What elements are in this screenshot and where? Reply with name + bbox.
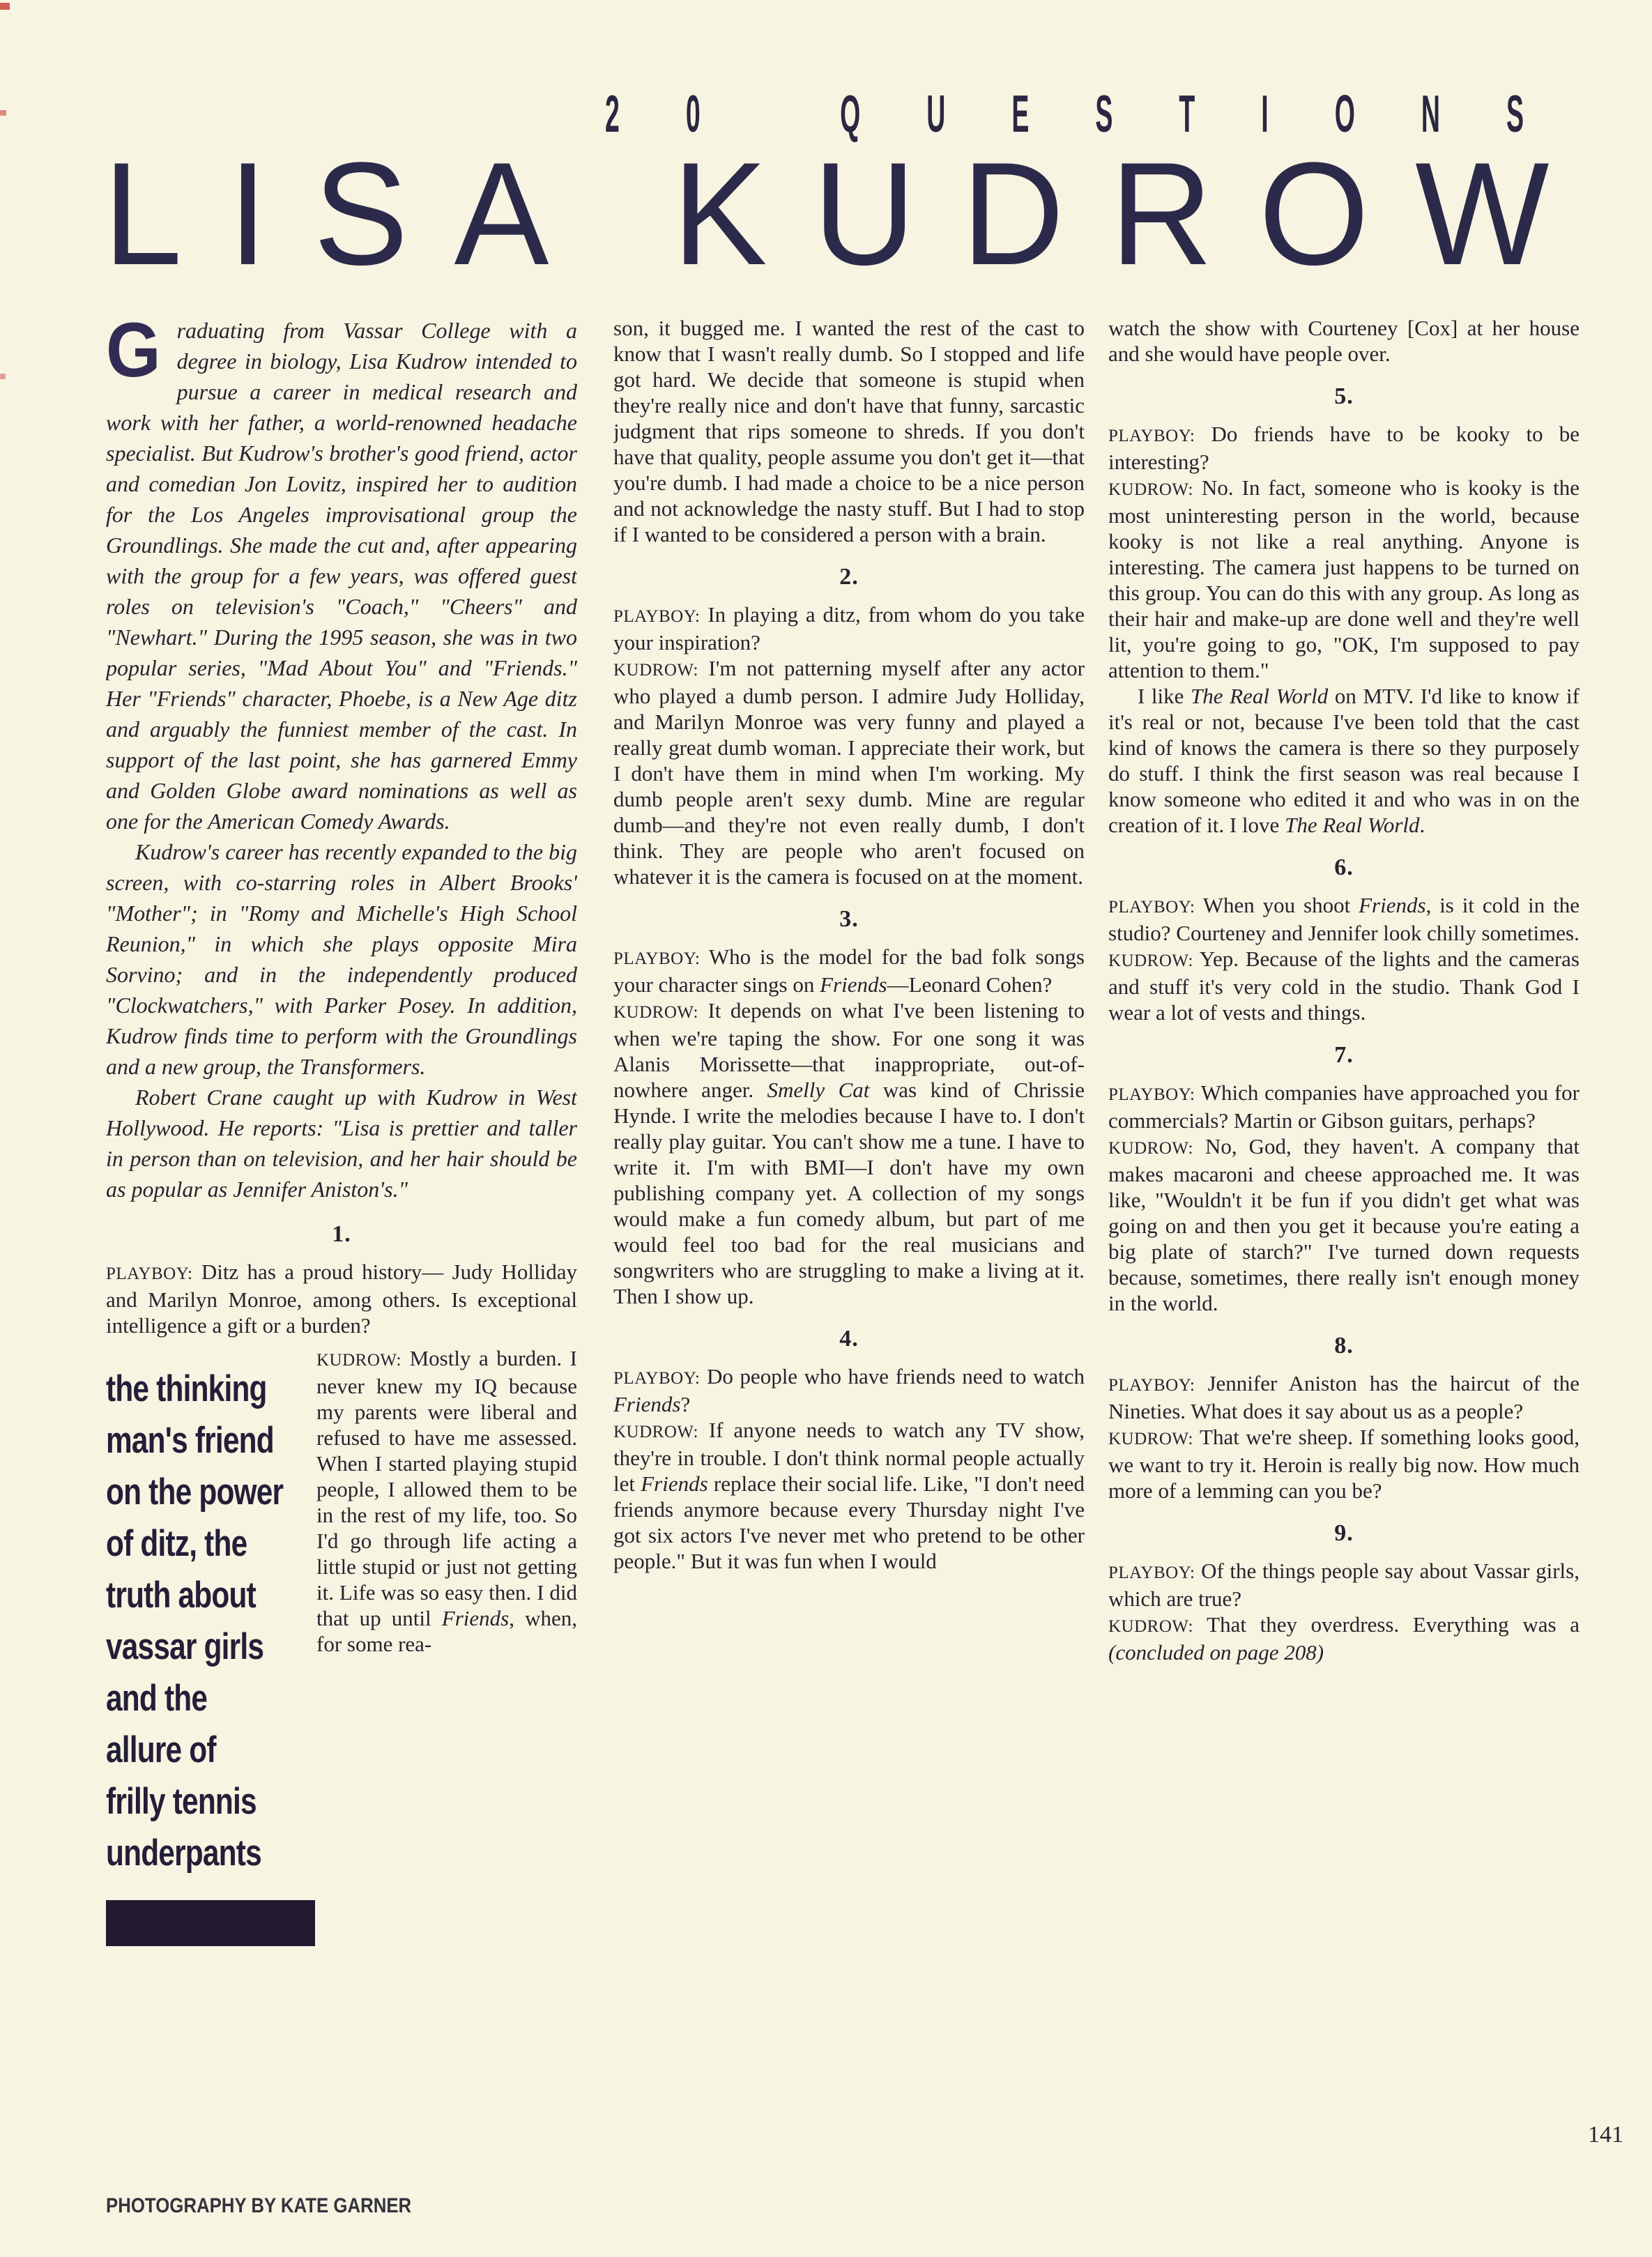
question-5 [1108,421,1580,475]
kudrow-label: KUDROW: [1108,1139,1194,1158]
kudrow-label: KUDROW: [1108,1617,1194,1636]
page-number: 141 [1588,2122,1623,2148]
answer-1-text: Mostly a burden. I never knew my IQ because my parents were liberal and refused to have me assessed. When I started playing stupid people, I allowed them to be in the rest of my life, too. So I'd go through life acting a little stupid or just not getting it. Life was so easy then. I did that up until Friends, when, for some rea- [316,1346,577,1656]
question-number-5: 5. [1334,383,1354,409]
pull-quote-line: and the [106,1678,208,1719]
playboy-label: PLAYBOY: [1108,1376,1195,1395]
answer-6-text: Yep. Because of the lights and the cameras and stuff it's very cold in the studio. Thank God I wear a lot of vests and things. [1108,947,1580,1025]
question-4 [613,1363,1085,1417]
question-1-text: Ditz has a proud history— Judy Holliday and Marilyn Monroe, among others. Is exceptional intelligence a gift or a burden? [106,1260,577,1338]
playboy-label: PLAYBOY: [613,1369,701,1388]
pull-quote-line: allure of [106,1729,216,1770]
answer-1-continued: son, it bugged me. I wanted the rest of the cast to know that I wasn't really dumb. So I stopped and life got hard. We decide that someone is stupid when they're really nice and don't have that funny, sarcastic judgment that rips someone to shreds. If you don't have that quality, people assume you don't get it—that you're dumb. I had made a choice to be a nice person and not acknowledge the nasty stuff. But I had to stop if I wanted to be considered a person with a brain. [613,316,1085,546]
question-9 [1108,1558,1580,1612]
pullquote-and-answer [106,1345,577,1946]
question-6 [1108,892,1580,946]
playboy-label: PLAYBOY: [613,607,701,626]
section-kicker: 20 QUESTIONS [605,84,1590,143]
column-right [1108,315,1580,2197]
answer-4-continued: watch the show with Courteney [Cox] at her house and she would have people over. [1108,316,1580,366]
drop-cap: G [106,315,161,393]
pull-quote-line: underpants [106,1833,261,1874]
answer-2-text: I'm not patterning myself after any actor who played a dumb person. I admire Judy Holliday, and Marilyn Monroe was very funny and played a really great dumb woman. I appreciate their work, but I don't have them in mind when I'm working. My dumb people aren't sexy dumb. Mine are regular dumb—and they're not even really dumb, I don't think. They are people who aren't focused on whatever it is the camera is focused on at the moment. [613,656,1085,889]
question-5-text: Do friends have to be kooky to be interesting? [1108,422,1580,474]
answer-8-text: That we're sheep. If something looks good, we want to try it. Heroin is really big now. How much more of a lemming can you be? [1108,1425,1580,1503]
answer-9 [1108,1612,1580,1665]
kudrow-label: KUDROW: [1108,480,1194,499]
question-number-4: 4. [839,1326,859,1352]
article-title: LISA KUDROW [103,132,1596,296]
answer-5-paragraph-2: I like The Real World on MTV. I'd like to know if it's real or not, because I've been told that the cast kind of knows the camera is there so they purposely do stuff. I think the first season was real because I know someone who edited it and who was in on the creation of it. I love The Real World. [1108,684,1580,837]
question-number-9: 9. [1334,1520,1354,1546]
pull-quote-line: man's friend [106,1420,274,1461]
answer-4-text: If anyone needs to watch any TV show, they're in trouble. I don't think normal people actually let Friends replace their social life. Like, "I don't need friends anymore because every Thursday night I've got six actors I've never met who pretend to be other people." But it was fun when I would [613,1418,1085,1573]
pull-quote-line: of ditz, the [106,1523,247,1564]
intro-paragraph-2: Kudrow's career has recently expanded to the big screen, with co-starring roles in Albert Brooks' "Mother"; in "Romy and Michelle's High School Reunion," in which she plays opposite Mira Sorvino; and in the independently produced "Clockwatchers," with Parker Posey. In addition, Kudrow finds time to perform with the Groundlings and a new group, the Transformers. [106,839,577,1079]
answer-3 [613,997,1085,1309]
answer-7-text: No, God, they haven't. A company that makes macaroni and cheese approached me. It was like, "Wouldn't it be fun if you didn't get what was going on and then you get it because you're eating a big plate of starch?" I've turned down requests because, sometimes, there really isn't enough money in the world. [1108,1134,1580,1315]
pull-quote-line: vassar girls [106,1626,264,1667]
playboy-label: PLAYBOY: [613,949,701,968]
intro-paragraph-3: Robert Crane caught up with Kudrow in West Hollywood. He reports: "Lisa is prettier and taller in person than on television, and her hair should be as popular as Jennifer Aniston's." [106,1085,577,1202]
question-8 [1108,1370,1580,1424]
kudrow-label: KUDROW: [1108,1430,1194,1448]
scan-speck [0,374,6,379]
intro-text-1: raduating from Vassar College with a degree in biology, Lisa Kudrow intended to pursue a career in medical research and work with her father, a world-renowned headache specialist. But Kudrow's brother's good friend, actor and comedian Jon Lovitz, inspired her to audition for the Los Angeles improvisational group the Groundlings. She made the cut and, after appearing with the group for a few years, was offered guest roles on television's "Coach," "Cheers" and "Newhart." During the 1995 season, she was in two popular series, "Mad About You" and "Friends." Her "Friends" character, Phoebe, is a New Age ditz and arguably the funniest member of the cast. In support of the last point, she has garnered Emmy and Golden Globe award nominations as well as one for the American Comedy Awards. [106,318,577,834]
question-2-text: In playing a ditz, from whom do you take your inspiration? [613,602,1085,655]
question-2 [613,602,1085,655]
playboy-label: PLAYBOY: [1108,898,1195,917]
question-1 [106,1259,577,1338]
answer-7 [1108,1133,1580,1316]
answer-4 [613,1417,1085,1574]
intro-block [106,315,577,1204]
question-number-7: 7. [1334,1042,1354,1068]
question-number-8: 8. [1334,1333,1354,1359]
question-7-text: Which companies have approached you for commercials? Martin or Gibson guitars, perhaps? [1108,1080,1580,1133]
playboy-label: PLAYBOY: [1108,427,1195,445]
question-number-2: 2. [839,564,859,590]
answer-2 [613,655,1085,889]
pull-quote-line: frilly tennis [106,1781,257,1822]
pull-quote [106,1345,316,1946]
playboy-label: PLAYBOY: [106,1264,193,1283]
intro-paragraph-1 [106,315,577,836]
pull-quote-line: on the power [106,1471,284,1513]
kudrow-label: KUDROW: [613,661,699,680]
question-3-text: Who is the model for the bad folk songs your character sings on Friends—Leonard Cohen? [613,944,1085,997]
answer-6 [1108,946,1580,1025]
question-6-text: When you shoot Friends, is it cold in the studio? Courteney and Jennifer look chilly sometimes. [1108,893,1580,945]
question-number-3: 3. [839,906,859,932]
kudrow-label: KUDROW: [1108,951,1194,970]
playboy-label: PLAYBOY: [1108,1563,1195,1582]
kudrow-label: KUDROW: [613,1003,699,1022]
question-8-text: Jennifer Aniston has the haircut of the Nineties. What does it say about us as a people? [1108,1371,1580,1423]
question-9-text: Of the things people say about Vassar girls, which are true? [1108,1559,1580,1611]
question-4-text: Do people who have friends need to watch Friends? [613,1364,1085,1416]
answer-1-column [316,1345,577,1946]
pull-quote-line: the thinking [106,1368,267,1409]
question-1-block [106,1223,577,1338]
playboy-label: PLAYBOY: [1108,1085,1195,1104]
column-left [106,315,577,2197]
question-3 [613,944,1085,997]
kudrow-label: KUDROW: [613,1423,699,1441]
kudrow-label: KUDROW: [316,1351,402,1370]
photo-credit: PHOTOGRAPHY BY KATE GARNER [106,2194,412,2217]
answer-8 [1108,1424,1580,1504]
answer-1 [316,1345,577,1657]
answer-5-text: No. In fact, someone who is kooky is the most uninteresting person in the world, because kooky is not like a real anything. Anyone is interesting. The camera just happens to be turned on this group. You can do this with any group. As long as their hair and make-up are done well and they're well lit, you're going to go, "OK, I'm supposed to pay attention to them." [1108,475,1580,682]
question-7 [1108,1080,1580,1133]
black-bar [106,1900,315,1946]
answer-5 [1108,475,1580,683]
question-number-1: 1. [332,1221,351,1247]
pull-quote-line: truth about [106,1575,256,1616]
scan-speck [0,110,6,116]
scan-speck [0,3,10,10]
column-middle [613,315,1085,2197]
answer-9-text: That they overdress. Everything was a (concluded on page 208) [1108,1612,1580,1665]
question-number-6: 6. [1334,855,1354,880]
answer-3-text: It depends on what I've been listening to when we're taping the show. For one song it was Alanis Morissette—that inappropriate, out-of-nowhere anger. Smelly Cat was kind of Chrissie Hynde. I write the melodies because I have to. I don't really play guitar. You can't show me a tune. I have to write it. I'm with BMI—I don't have my own publishing company yet. A collection of my songs would make a fun comedy album, but part of me would feel too bad for the real musicians and songwriters who are struggling to make a living at it. Then I show up. [613,998,1085,1308]
